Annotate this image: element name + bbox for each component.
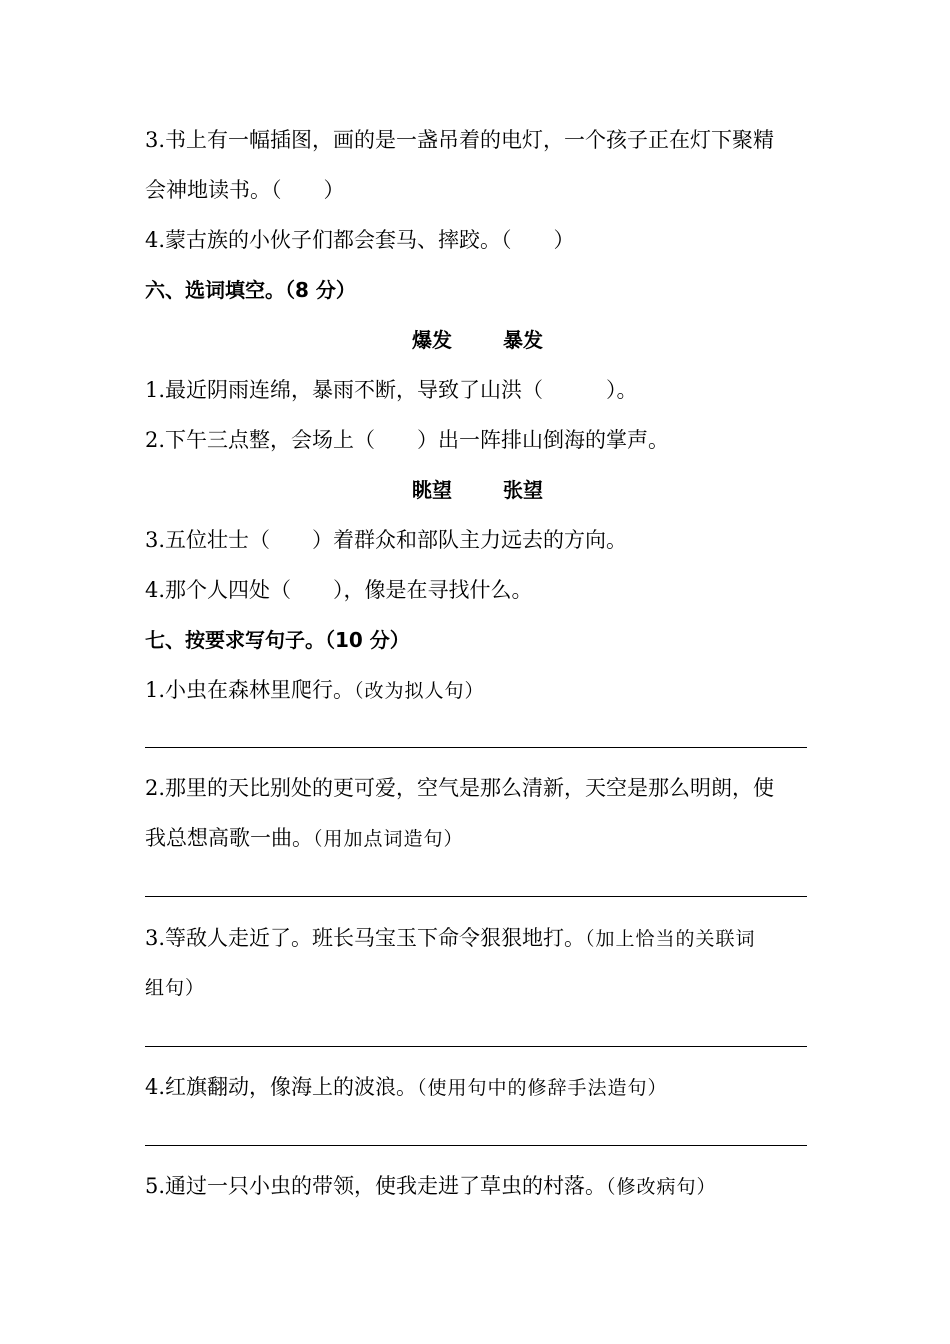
- answer-line-1: [145, 747, 807, 748]
- instruction-note: （用加点词造句）: [313, 828, 464, 850]
- answer-line-3: [145, 1046, 807, 1047]
- sentence-text: 1.小虫在森林里爬行。: [145, 678, 355, 702]
- fill-question-2: 2.下午三点整，会场上（ ）出一阵排山倒海的掌声。: [145, 428, 670, 452]
- word-choice: 暴发: [502, 328, 543, 352]
- sentence-task-1: [145, 676, 810, 705]
- fill-question-1: 1.最近阴雨连绵，暴雨不断，导致了山洪（ ）。: [145, 378, 638, 402]
- sentence-text: 5.通过一只小虫的带领，使我走进了草虫的村落。: [145, 1174, 607, 1198]
- instruction-note: （加上恰当的关联词: [585, 928, 756, 950]
- item3-line2: 会神地读书。（ ）: [145, 178, 345, 202]
- word-choice: 张望: [502, 478, 543, 502]
- sentence-task-3-line2: 组句）: [145, 977, 206, 999]
- section6-title: 六、选词填空。（8 分）: [145, 278, 356, 302]
- answer-line-2: [145, 896, 807, 897]
- section7-title: 七、按要求写句子。（10 分）: [145, 628, 410, 652]
- word-choice: 眺望: [412, 478, 453, 502]
- answer-line-4: [145, 1145, 807, 1146]
- word-choices-1: [145, 326, 810, 354]
- sentence-task-5: [145, 1172, 810, 1201]
- sentence-task-2-line2: [145, 824, 810, 853]
- item3-line1: 3.书上有一幅插图，画的是一盏吊着的电灯，一个孩子正在灯下聚精: [145, 128, 775, 152]
- fill-question-4: 4.那个人四处（ ），像是在寻找什么。: [145, 578, 533, 602]
- sentence-task-2-line1: 2.那里的天比别处的更可爱，空气是那么清新，天空是那么明朗，使: [145, 776, 775, 800]
- instruction-note: （改为拟人句）: [354, 680, 485, 702]
- sentence-text: 3.等敌人走近了。班长马宝玉下命令狠狠地打。: [145, 926, 586, 950]
- sentence-text: 4.红旗翻动，像海上的波浪。: [145, 1075, 418, 1099]
- word-choice: 爆发: [412, 328, 453, 352]
- word-choices-2: [145, 476, 810, 504]
- fill-question-3: 3.五位壮士（ ）着群众和部队主力远去的方向。: [145, 528, 628, 552]
- sentence-task-3-line1: [145, 924, 810, 953]
- instruction-note: （使用句中的修辞手法造句）: [417, 1077, 668, 1099]
- instruction-note: （修改病句）: [606, 1176, 717, 1198]
- sentence-task-4: [145, 1073, 810, 1102]
- sentence-text: 我总想高歌一曲。: [145, 826, 313, 850]
- item4: 4.蒙古族的小伙子们都会套马、摔跤。（ ）: [145, 228, 575, 252]
